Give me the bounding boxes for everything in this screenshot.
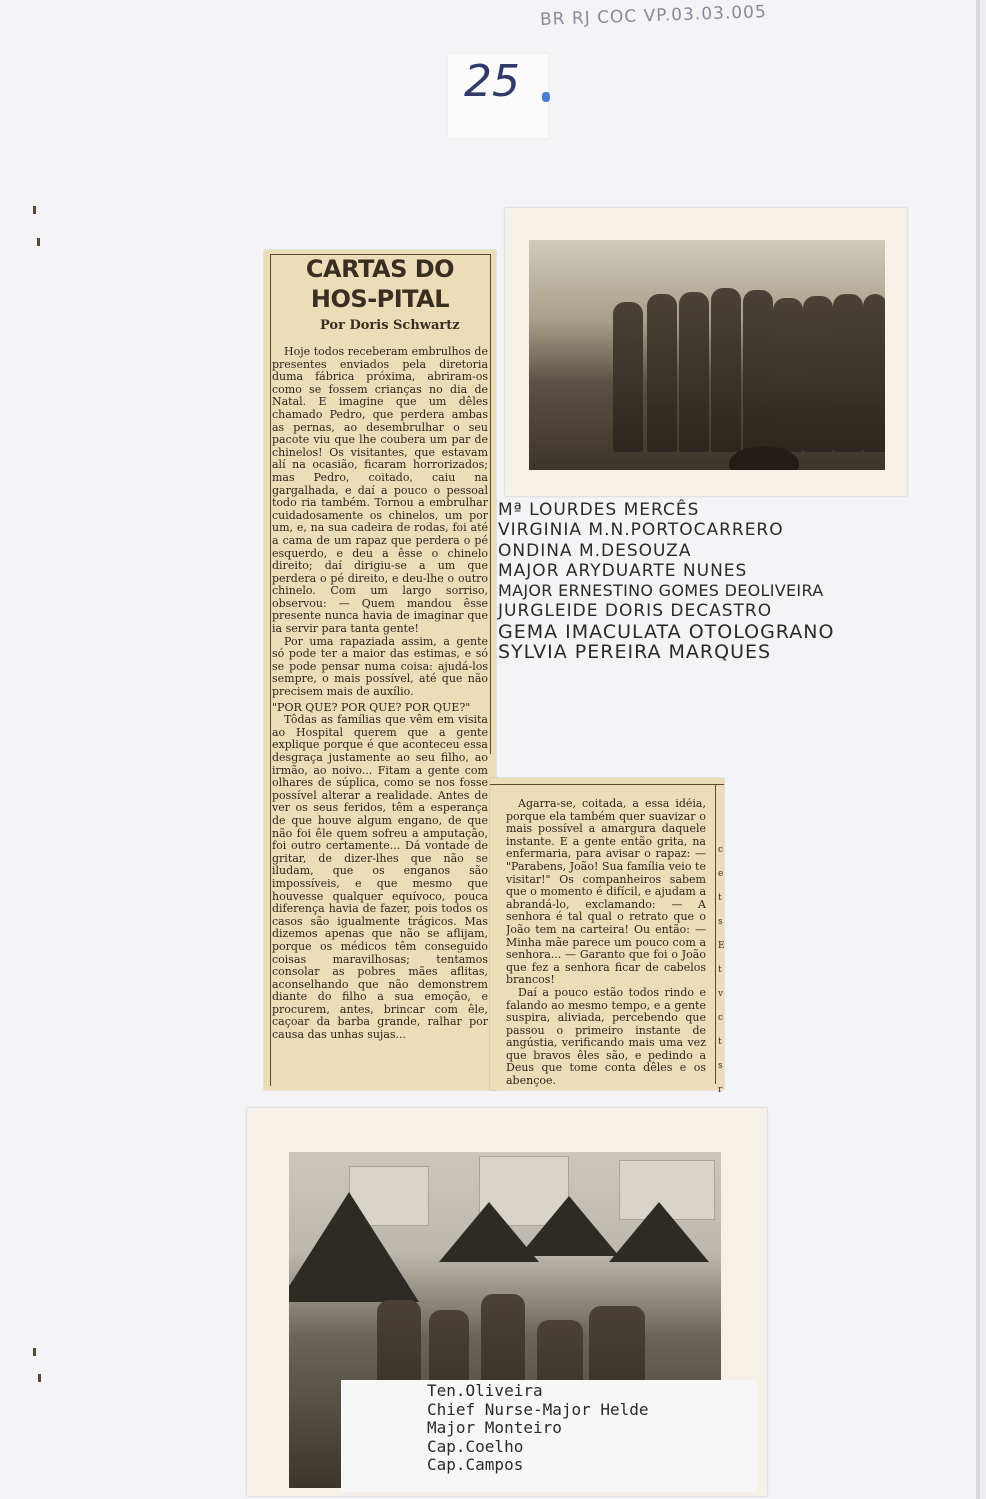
tent: [609, 1202, 709, 1262]
name-entry: VIRGINIA M.N.PORTOCARRERO: [498, 520, 784, 541]
tent: [289, 1192, 419, 1302]
person-figure: [679, 292, 709, 452]
handwritten-names: [498, 500, 834, 662]
article-subhead: "POR QUE? POR QUE? POR QUE?": [272, 700, 471, 714]
person-figure: [833, 294, 863, 452]
photo-image: [529, 240, 885, 470]
page-number-slip: [448, 54, 548, 138]
caption-line: Ten.Oliveira: [427, 1381, 543, 1400]
ink-stain: [542, 92, 550, 102]
clipping-headline: CARTAS DO HOS-PITAL: [305, 255, 455, 313]
tent: [519, 1196, 619, 1256]
punch-mark: [37, 238, 40, 246]
article-column-2: [506, 798, 706, 1088]
name-entry: SYLVIA PEREIRA MARQUES: [498, 641, 772, 664]
person-figure: [647, 294, 677, 452]
punch-mark: [33, 1348, 36, 1356]
name-entry: JURGLEIDE DORIS DECASTRO: [498, 601, 773, 622]
person-figure: [863, 294, 885, 452]
name-entry: Mª LOURDES MERCÊS: [498, 500, 700, 520]
caption-line: Cap.Campos: [427, 1455, 524, 1474]
name-entry: MAJOR ERNESTINO GOMES DEOLIVEIRA: [498, 581, 824, 601]
caption-line: Chief Nurse-Major Helde: [427, 1399, 649, 1419]
column-rule: [490, 254, 491, 754]
name-entry: GEMA IMACULATA OTOLOGRANO: [498, 620, 835, 643]
punch-mark: [33, 206, 36, 214]
clipping-byline: Por Doris Schwartz: [320, 318, 460, 333]
article-paragraph: Daí a pouco estão todos rindo e falando ao mesmo tempo, e a gente suspira, aliviada, percebendo que passou o primeiro instante de angústia, verificando mais uma vez que bravos êles são, e pedindo a Deus que tome conta dêles e os abençoe.: [506, 985, 706, 1088]
name-entry: ONDINA M.DESOUZA: [498, 540, 692, 561]
article-paragraph: Hoje todos receberam embrulhos de presentes enviados pela diretoria duma fábrica próxima, abriram-os como se fossem crianças no dia de Natal. E imagine que um dêles chamado Pedro, que perdera ambas as pernas, ao desembrulhar o seu pacote viu que lhe coubera um par de chinelos! Os visitantes, que estavam alí na ocasião, ficaram horrorizados; mas Pedro, coitado, caiu na gargalhada, e daí a pouco o pessoal todo ria também. Tornou a embrulhar cuidadosamente os chinelos, um por um, e, na sua cadeira de rodas, foi até a cama de um rapaz que perdera o pé esquerdo, e deu a êsse o chinelo direito; daí dirigiu-se a um que perdera o pé direito, e deu-lhe o outro chinelo. Com um largo sorriso, observou: — Quem mandou êsse presente nunca havia de imaginar que ia servir para tanta gente!: [272, 346, 488, 636]
adjacent-column-fragment: c e t s E t v c t s r: [718, 845, 725, 1095]
person-figure: [803, 296, 833, 452]
newspaper-clipping: [264, 250, 496, 1090]
archive-code: BR RJ COC VP.03.03.005: [539, 2, 768, 30]
person-figure: [773, 298, 803, 452]
punch-mark: [38, 1374, 41, 1382]
typed-caption-slip: [341, 1380, 757, 1492]
name-entry: MAJOR ARYDUARTE NUNES: [498, 560, 748, 581]
article-column-1: [272, 346, 488, 1080]
page-number: 25: [464, 56, 520, 107]
article-paragraph: Por uma rapaziada assim, a gente só pode ter a maior das estimas, e só se pode pensar numa coisa: ajudá-los sempre, o mais possível, até que não precisem mais de auxílio.: [272, 634, 488, 699]
caption-line: Cap.Coelho: [427, 1436, 524, 1456]
group-photo-nurses: [505, 208, 907, 496]
column-rule: [715, 784, 716, 1084]
group-photo-officers: [247, 1108, 767, 1496]
article-paragraph: Tôdas as famílias que vêm em visita ao Hospital querem que a gente explique porque é que aconteceu essa desgraça justamente ao seu filho, ao irmão, ao noivo... Fitam a gente com olhares de súplica, como se nos fosse possível alterar a realidade. Antes de ver os seus feridos, têm a esperança de que houve algum engano, de que não foi êle quem sofreu a amputação, foi outro certamente... Dá vontade de gritar, de dizer-lhes que não se iludam, que os enganos são impossíveis, e que mesmo que houvesse qualquer equívoco, pouca diferença havia de fazer, pois todos os casos são igualmente trágicos. Mas dizemos apenas que não se aflijam, porque os médicos têm conseguido coisas maravilhosas; tentamos consolar as pobres mães aflitas, aconselhando que não demonstrem diante do filho a sua emoção, e procurem, antes, brincar com êle, caçoar da barba grande, ralhar por causa das unhas sujas...: [272, 713, 488, 1042]
article-paragraph: Agarra-se, coitada, a essa idéia, porque ela também quer suavizar o mais possível a amargura daquele instante. E a gente então grita, na enfermaria, para avisar o rapaz: — "Parabens, João! Sua família veio te visitar!" Os companheiros sabem que o momento é difícil, e ajudam a abrandá-lo, exclamando: — A senhora é tal qual o retrato que o João tem na carteira! Ou então: — Minha mãe parece um pouco com a senhora... — Garanto que foi o João que fez a senhora ficar de cabelos brancos!: [506, 798, 706, 987]
person-figure: [743, 290, 773, 452]
typed-caption: [427, 1382, 649, 1475]
person-figure: [711, 288, 741, 452]
caption-line: Major Monteiro: [427, 1418, 562, 1437]
newspaper-clipping-continuation: [490, 778, 725, 1095]
person-figure: [613, 302, 643, 452]
